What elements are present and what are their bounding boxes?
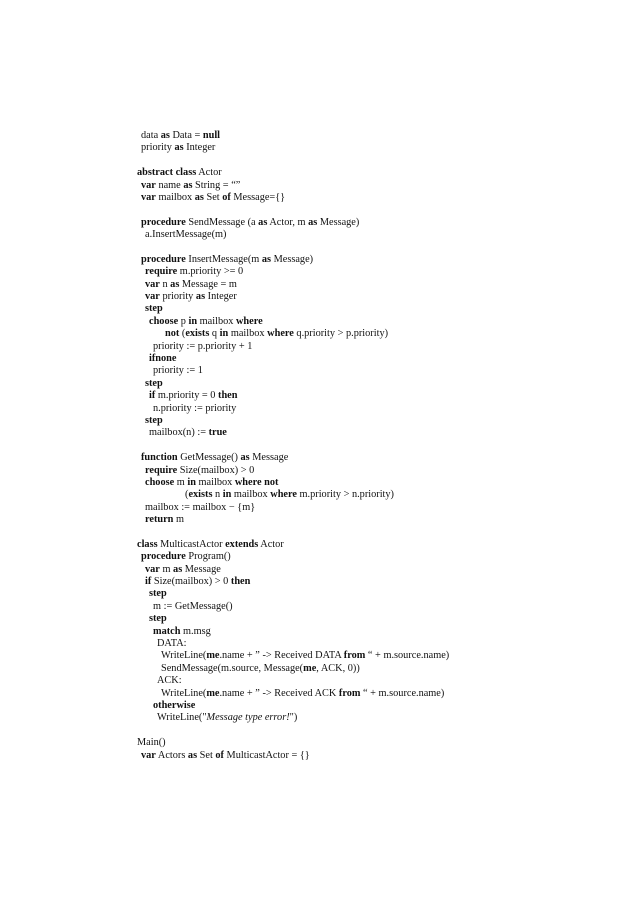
code-token: Message={} — [230, 191, 286, 203]
code-line — [137, 514, 449, 526]
code-line — [137, 650, 449, 662]
code-token: Message — [182, 563, 221, 575]
code-token: “ + m.source.name) — [360, 687, 445, 699]
code-keyword: from — [343, 650, 366, 662]
code-token: n — [159, 278, 171, 290]
blank-line — [137, 527, 449, 539]
code-token: Message) — [317, 216, 360, 228]
code-token: data — [141, 130, 161, 141]
code-keyword: in — [222, 489, 232, 501]
code-keyword: in — [187, 476, 196, 488]
code-token: Actor — [196, 167, 222, 179]
code-line — [137, 675, 449, 687]
code-line — [137, 700, 449, 712]
code-keyword: var — [141, 191, 156, 203]
code-token: Integer — [205, 291, 237, 303]
code-keyword: as — [187, 749, 198, 761]
code-token: .name + ” -> Received ACK — [219, 687, 339, 699]
code-token: Main() — [137, 737, 166, 749]
code-keyword: choose — [145, 476, 175, 488]
code-line — [137, 303, 449, 315]
code-keyword: not — [264, 476, 279, 488]
code-keyword: choose — [149, 315, 179, 327]
code-line — [137, 328, 449, 340]
code-line — [137, 180, 449, 192]
blank-line — [137, 155, 449, 167]
code-line — [137, 613, 449, 625]
code-keyword: abstract — [137, 167, 174, 179]
code-keyword: procedure — [141, 253, 186, 265]
code-keyword: then — [218, 390, 238, 402]
code-keyword: as — [308, 216, 318, 228]
code-token: Actors — [155, 749, 188, 761]
code-token: Size(mailbox) > 0 — [151, 576, 231, 588]
code-line — [137, 365, 449, 377]
code-keyword: step — [149, 588, 167, 600]
code-keyword: as — [240, 452, 250, 464]
code-line — [137, 601, 449, 613]
code-token: SendMessage(m.source, Message( — [161, 662, 304, 674]
code-keyword: step — [145, 414, 163, 426]
code-token: SendMessage (a — [185, 216, 259, 228]
code-token: Message type error! — [206, 712, 290, 724]
code-token: DATA: — [157, 638, 187, 650]
code-token: MulticastActor — [157, 538, 226, 550]
code-keyword: exists — [185, 328, 210, 340]
code-line — [137, 266, 449, 278]
code-token: WriteLine(" — [157, 712, 207, 724]
code-line — [137, 737, 449, 749]
code-keyword: step — [145, 377, 163, 389]
code-keyword: me — [206, 650, 220, 662]
code-listing — [137, 130, 449, 762]
code-keyword: then — [230, 576, 251, 588]
code-line — [137, 142, 449, 154]
code-token: Message — [249, 452, 289, 464]
code-line — [137, 539, 449, 551]
code-token: InsertMessage(m — [185, 253, 262, 265]
code-token: Integer — [183, 142, 216, 154]
code-keyword: var — [141, 179, 156, 191]
code-keyword: in — [188, 315, 198, 327]
code-line — [137, 192, 449, 204]
code-line — [137, 712, 449, 724]
code-token: GetMessage() — [177, 452, 241, 464]
code-keyword: match — [153, 625, 181, 637]
code-token: priority := 1 — [153, 365, 203, 377]
code-line — [137, 291, 449, 303]
code-keyword: otherwise — [153, 699, 196, 711]
code-keyword: procedure — [141, 216, 186, 228]
code-line — [137, 626, 449, 638]
code-keyword: where — [270, 489, 297, 501]
code-token: MulticastActor = {} — [223, 749, 310, 761]
code-line — [137, 403, 449, 415]
code-token: ( — [179, 328, 186, 340]
code-token: priority := p.priority + 1 — [153, 340, 253, 352]
code-token: ( — [185, 489, 189, 501]
code-line — [137, 588, 449, 600]
code-line — [137, 551, 449, 563]
code-token: Set — [203, 191, 223, 203]
blank-line — [137, 440, 449, 452]
code-line — [137, 254, 449, 266]
code-keyword: me — [303, 662, 317, 674]
code-token: m.priority = 0 — [155, 390, 219, 402]
code-keyword: return — [145, 514, 174, 526]
code-line — [137, 229, 449, 241]
blank-line — [137, 204, 449, 216]
code-keyword: require — [145, 266, 178, 278]
code-line — [137, 502, 449, 514]
code-token: priority — [141, 142, 175, 154]
blank-line — [137, 242, 449, 254]
code-token: n — [212, 489, 223, 501]
code-token: Actor — [258, 538, 284, 550]
code-line — [137, 341, 449, 353]
code-keyword: true — [208, 427, 227, 439]
code-token: Set — [197, 749, 216, 761]
code-token: WriteLine( — [161, 650, 207, 662]
code-token: m — [173, 514, 185, 526]
code-token: String = “” — [192, 179, 241, 191]
code-line — [137, 576, 449, 588]
code-keyword: in — [219, 328, 229, 340]
code-keyword: step — [149, 613, 167, 625]
code-keyword: var — [145, 291, 160, 303]
code-token: m.priority > n.priority) — [296, 489, 394, 501]
code-token: mailbox — [195, 476, 235, 488]
code-token: name — [155, 179, 184, 191]
code-line — [137, 750, 449, 762]
code-token: ACK: — [157, 675, 182, 687]
code-keyword: class — [137, 538, 158, 550]
code-keyword: var — [145, 278, 160, 290]
code-keyword: me — [206, 687, 220, 699]
code-token: Program() — [185, 551, 231, 563]
code-token: ") — [289, 712, 298, 724]
code-keyword: if — [149, 390, 156, 402]
code-token: q.priority > p.priority) — [293, 328, 389, 340]
code-line — [137, 452, 449, 464]
code-keyword: var — [141, 749, 156, 761]
code-keyword: procedure — [141, 551, 186, 563]
code-keyword: extends — [225, 538, 259, 550]
code-token: q — [209, 328, 220, 340]
code-token: mailbox — [155, 191, 195, 203]
code-keyword: where — [235, 315, 263, 327]
code-line — [137, 415, 449, 427]
code-token: Message = m — [179, 278, 237, 290]
code-token: m.msg — [180, 625, 211, 637]
code-token: mailbox(n) := — [149, 427, 209, 439]
code-token: Data = — [169, 130, 203, 141]
code-keyword: var — [145, 563, 160, 575]
code-line — [137, 130, 449, 142]
code-line — [137, 390, 449, 402]
code-line — [137, 465, 449, 477]
code-keyword: as — [170, 278, 180, 290]
code-keyword: require — [145, 464, 178, 476]
code-keyword: as — [194, 191, 204, 203]
code-token: mailbox — [228, 328, 268, 340]
code-keyword: as — [261, 253, 272, 265]
code-keyword: step — [145, 303, 163, 315]
code-line — [137, 378, 449, 390]
code-keyword: as — [174, 142, 184, 154]
code-token: Actor, m — [267, 216, 309, 228]
code-keyword: as — [183, 179, 193, 191]
code-token: Size(mailbox) > 0 — [177, 464, 255, 476]
code-keyword: not — [165, 328, 180, 340]
code-keyword: as — [195, 291, 206, 303]
code-line — [137, 638, 449, 650]
code-line — [137, 316, 449, 328]
code-line — [137, 688, 449, 700]
code-token: m — [174, 476, 188, 488]
code-keyword: function — [141, 452, 178, 464]
code-line — [137, 353, 449, 365]
code-line — [137, 217, 449, 229]
code-token: WriteLine( — [161, 687, 207, 699]
code-keyword: as — [258, 216, 268, 228]
code-line — [137, 477, 449, 489]
code-token: p — [178, 315, 189, 327]
code-token: .name + ” -> Received DATA — [219, 650, 344, 662]
code-line — [137, 427, 449, 439]
code-token: priority — [159, 291, 196, 303]
code-token: m := GetMessage() — [153, 600, 233, 612]
code-keyword: where — [267, 328, 294, 340]
code-keyword: as — [173, 563, 183, 575]
code-token: n.priority := priority — [153, 402, 237, 414]
code-keyword: where — [234, 476, 262, 488]
code-keyword: of — [222, 191, 231, 203]
blank-line — [137, 725, 449, 737]
code-line — [137, 564, 449, 576]
code-line — [137, 167, 449, 179]
code-keyword: exists — [188, 489, 213, 501]
code-line — [137, 279, 449, 291]
code-token: Message) — [271, 253, 314, 265]
code-token: a.InsertMessage(m) — [145, 229, 227, 241]
code-token: m — [159, 563, 174, 575]
code-keyword: from — [338, 687, 361, 699]
code-line — [137, 489, 449, 501]
code-token: mailbox := mailbox − {m} — [145, 501, 256, 513]
code-keyword: as — [160, 130, 170, 141]
code-token: mailbox — [197, 315, 236, 327]
code-keyword: of — [215, 749, 224, 761]
code-keyword: class — [175, 167, 197, 179]
code-keyword: if — [145, 576, 152, 588]
code-token: , ACK, 0)) — [316, 662, 360, 674]
code-line — [137, 663, 449, 675]
code-keyword: null — [202, 130, 221, 141]
code-token: mailbox — [231, 489, 271, 501]
code-keyword: ifnone — [149, 353, 177, 365]
code-token: m.priority >= 0 — [177, 266, 244, 278]
code-token: “ + m.source.name) — [365, 650, 450, 662]
